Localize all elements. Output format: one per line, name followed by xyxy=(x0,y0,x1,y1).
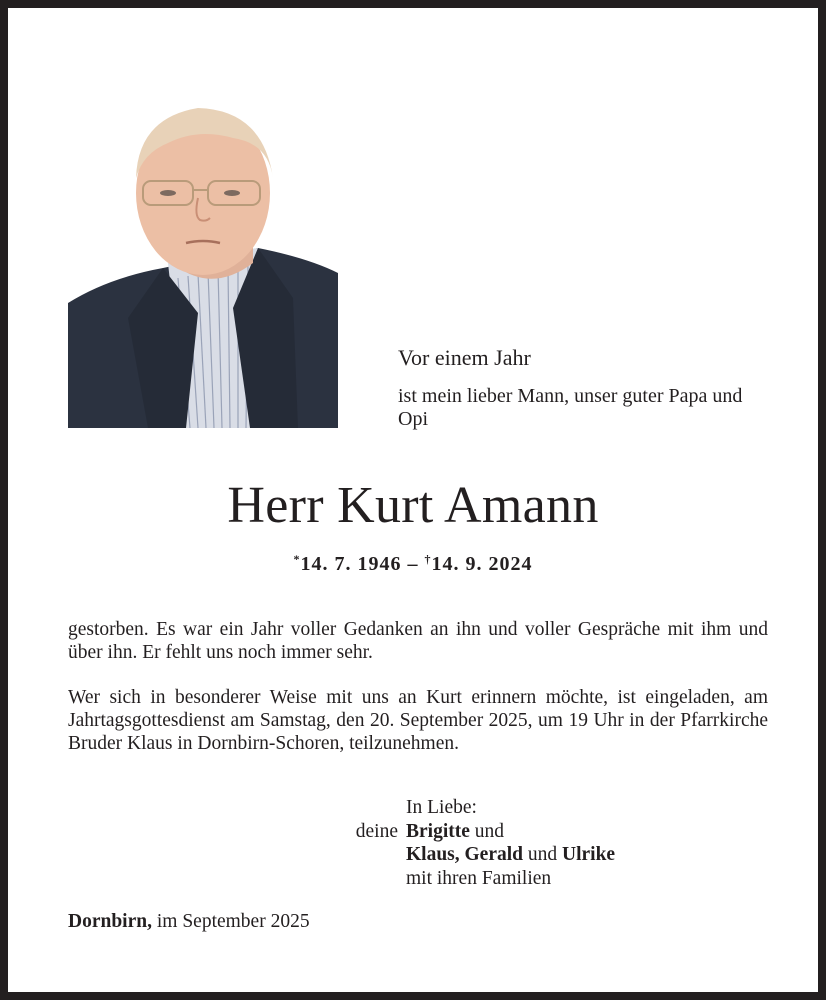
portrait-photo xyxy=(68,98,338,428)
place-city: Dornbirn, xyxy=(68,911,152,932)
paragraph-remembrance: gestorben. Es war ein Jahr voller Gedanken an ihn und voller Gespräche mit ihm und über ihn. Er fehlt uns noch immer sehr. xyxy=(68,619,768,663)
closing-signature xyxy=(338,796,615,890)
life-dates xyxy=(8,552,818,576)
place-date xyxy=(68,911,310,933)
paragraph-invitation: Wer sich in besonderer Weise mit uns an Kurt erinnern möchte, ist eingeladen, am Jahrtagsgottesdienst am Samstag, den 20. September 2025, um 19 Uhr in der Pfarrkirche Bruder Klaus in Dornbirn-Schoren, teilzunehmen. xyxy=(68,687,768,754)
intro-title: Vor einem Jahr xyxy=(398,345,531,370)
mourner-name-ulrike: Ulrike xyxy=(562,844,616,865)
closing-lead: deine xyxy=(355,820,398,842)
mourner-name-brigitte: Brigitte xyxy=(406,820,470,842)
closing-families: mit ihren Familien xyxy=(406,867,552,889)
birth-date: 14. 7. 1946 xyxy=(300,553,402,575)
dates-separator: – xyxy=(401,553,425,575)
birth-symbol: * xyxy=(293,552,301,566)
conjunction: und xyxy=(523,844,563,865)
conjunction: und xyxy=(469,820,505,842)
closing-greeting: In Liebe: xyxy=(406,797,477,818)
place-date-text: im September 2025 xyxy=(151,911,310,932)
death-date: 14. 9. 2024 xyxy=(431,553,533,575)
mourner-names-children: Klaus, Gerald xyxy=(406,844,524,865)
intro-text: ist mein lieber Mann, unser guter Papa und Opi xyxy=(398,385,743,430)
death-symbol: † xyxy=(424,552,432,566)
deceased-name: Herr Kurt Amann xyxy=(227,477,599,534)
obituary-notice xyxy=(8,8,818,992)
